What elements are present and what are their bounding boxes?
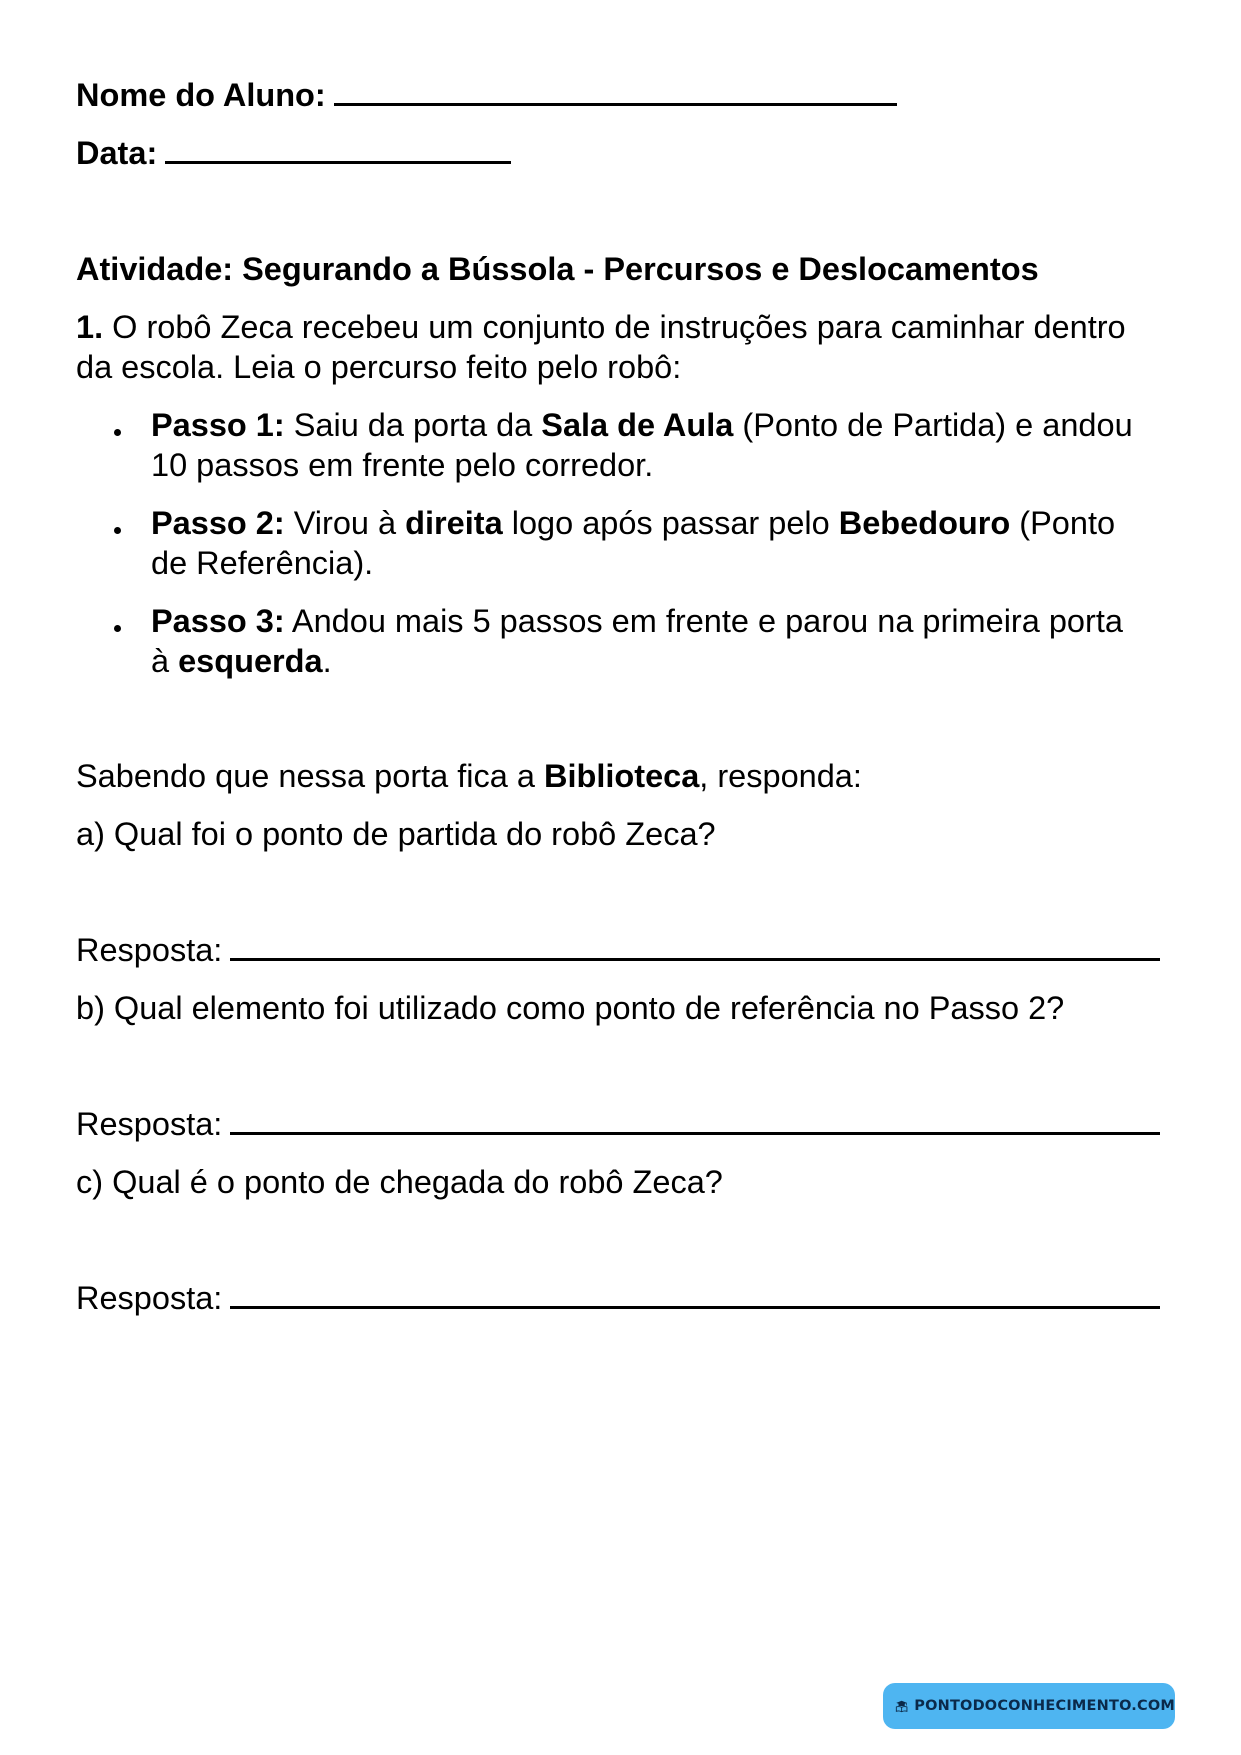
question-b: b) Qual elemento foi utilizado como ponto de referência no Passo 2? (76, 990, 1065, 1026)
step-2-line-1: Passo 2: Virou à direita logo após passar pelo Bebedouro (Ponto (151, 505, 1116, 541)
answer-c-blank[interactable] (230, 1280, 1160, 1309)
answer-b-label: Resposta: (76, 1106, 223, 1142)
bullet-icon (114, 527, 121, 534)
student-name-blank[interactable] (334, 77, 897, 106)
answer-c-row (76, 1278, 1160, 1318)
answer-a-label: Resposta: (76, 932, 223, 968)
step-1-line-1: Passo 1: Saiu da porta da Sala de Aula (Ponto de Partida) e andou (151, 407, 1133, 443)
question-c: c) Qual é o ponto de chegada do robô Zeca? (76, 1164, 723, 1200)
step-2-line-2: de Referência). (151, 545, 374, 581)
worksheet-page (76, 0, 1176, 1755)
question-a: a) Qual foi o ponto de partida do robô Zeca? (76, 816, 716, 852)
bullet-icon (114, 625, 121, 632)
answer-a-blank[interactable] (230, 932, 1160, 961)
answer-b-blank[interactable] (230, 1106, 1160, 1135)
date-row (76, 133, 511, 173)
prompt-line: Sabendo que nessa porta fica a Biblioteca, responda: (76, 758, 862, 794)
question-1-number: 1. (76, 309, 104, 345)
step-3-line-2: à esquerda. (151, 643, 332, 679)
question-1-line-1: 1. O robô Zeca recebeu um conjunto de instruções para caminhar dentro (76, 309, 1126, 345)
student-name-row (76, 75, 897, 115)
brand-badge[interactable] (883, 1683, 1175, 1729)
step-3-line-1: Passo 3: Andou mais 5 passos em frente e parou na primeira porta (151, 603, 1123, 639)
graduation-book-icon (895, 1691, 908, 1721)
bullet-icon (114, 429, 121, 436)
date-blank[interactable] (165, 135, 511, 164)
question-1-line-2: da escola. Leia o percurso feito pelo robô: (76, 349, 682, 385)
brand-label: PONTODOCONHECIMENTO.COM (914, 1698, 1175, 1714)
step-1-line-2: 10 passos em frente pelo corredor. (151, 447, 654, 483)
student-name-label: Nome do Aluno: (76, 77, 326, 113)
activity-title: Atividade: Segurando a Bússola - Percursos e Deslocamentos (76, 251, 1039, 287)
answer-b-row (76, 1104, 1160, 1144)
answer-c-label: Resposta: (76, 1280, 223, 1316)
date-label: Data: (76, 135, 158, 171)
answer-a-row (76, 930, 1160, 970)
